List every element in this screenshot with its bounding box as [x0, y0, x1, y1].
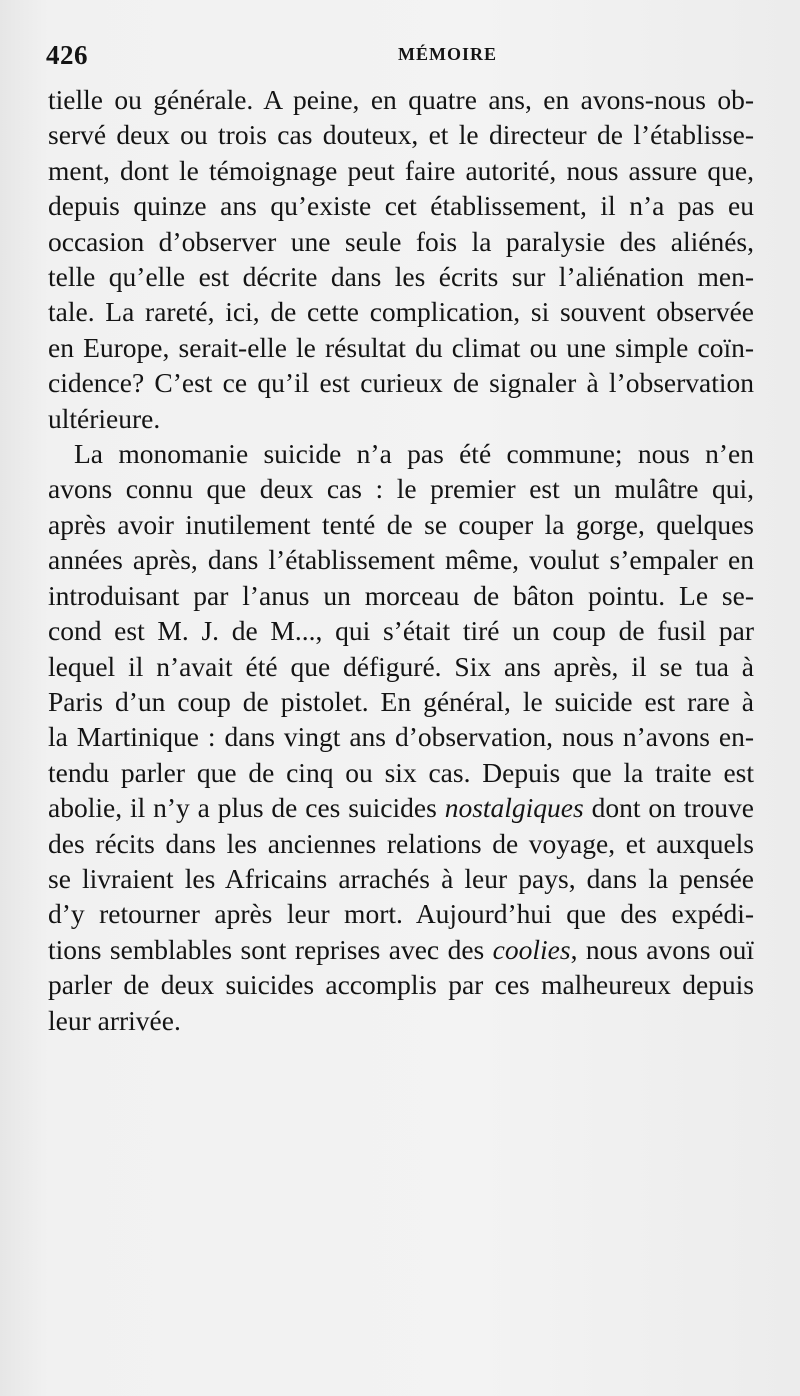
text-line: ment, dont le témoignage peut faire autorité, nous assure que,: [48, 154, 754, 186]
text-line: telle qu’elle est décrite dans les écrits sur l’aliénation men-: [48, 261, 754, 293]
text-line: des récits dans les anciennes relations de voyage, et auxquels: [48, 827, 754, 859]
paragraph-2: [48, 436, 754, 1038]
text-line: tielle ou générale. A peine, en quatre ans, en avons-nous ob-: [48, 84, 754, 115]
text-line: parler de deux suicides accomplis par ces malheureux depuis: [48, 969, 754, 1001]
text-line: cidence? C’est ce qu’il est curieux de signaler à l’observation: [48, 367, 754, 399]
text-line: [48, 790, 754, 825]
text-line: La monomanie suicide n’a pas été commune; nous n’en: [74, 438, 754, 470]
text-line: introduisant par l’anus un morceau de bâton pointu. Le se-: [48, 579, 754, 611]
text-segment: abolie, il n’y a plus de ces suicides: [48, 792, 445, 824]
paragraph-1: [48, 82, 754, 436]
text-segment: dont on trouve: [583, 792, 754, 824]
text-segment: , nous avons ouï: [570, 933, 755, 965]
text-line: Paris d’un coup de pistolet. En général, le suicide est rare à: [48, 685, 754, 717]
text-line: servé deux ou trois cas douteux, et le directeur de l’établisse-: [48, 119, 754, 151]
text-line: d’y retourner après leur mort. Aujourd’hui que des expédi-: [48, 898, 754, 930]
text-line: tale. La rareté, ici, de cette complication, si souvent observée: [48, 296, 754, 328]
bleed-through-text: [60, 1040, 760, 1330]
text-line: la Martinique : dans vingt ans d’observation, nous n’avons en-: [48, 721, 754, 753]
page-header: [46, 40, 756, 76]
text-line: leur arrivée.: [48, 1004, 181, 1036]
text-segment: tions semblables sont reprises avec des: [48, 933, 493, 965]
italic-term: coolies: [492, 933, 571, 965]
body-text: [48, 82, 754, 1038]
text-line: cond est M. J. de M..., qui s’était tiré un coup de fusil par: [48, 615, 754, 647]
text-line: occasion d’observer une seule fois la paralysie des aliénés,: [48, 225, 754, 257]
text-line: lequel il n’avait été que défiguré. Six ans après, il se tua à: [48, 650, 754, 682]
text-line: après avoir inutilement tenté de se couper la gorge, quelques: [48, 508, 754, 540]
text-line: se livraient les Africains arrachés à leur pays, dans la pensée: [48, 862, 754, 894]
text-line: depuis quinze ans qu’existe cet établissement, il n’a pas eu: [48, 190, 754, 222]
text-line: tendu parler que de cinq ou six cas. Depuis que la traite est: [48, 756, 754, 788]
text-line: ultérieure.: [48, 402, 161, 434]
text-line: années après, dans l’établissement même, voulut s’empaler en: [48, 544, 754, 576]
text-line: en Europe, serait-elle le résultat du climat ou une simple coïn-: [48, 331, 754, 363]
text-line: avons connu que deux cas : le premier est un mulâtre qui,: [48, 473, 754, 505]
italic-term: nostalgiques: [444, 792, 584, 824]
page-number: 426: [46, 40, 88, 70]
running-head: MÉMOIRE: [398, 44, 497, 64]
text-line: [48, 932, 754, 967]
